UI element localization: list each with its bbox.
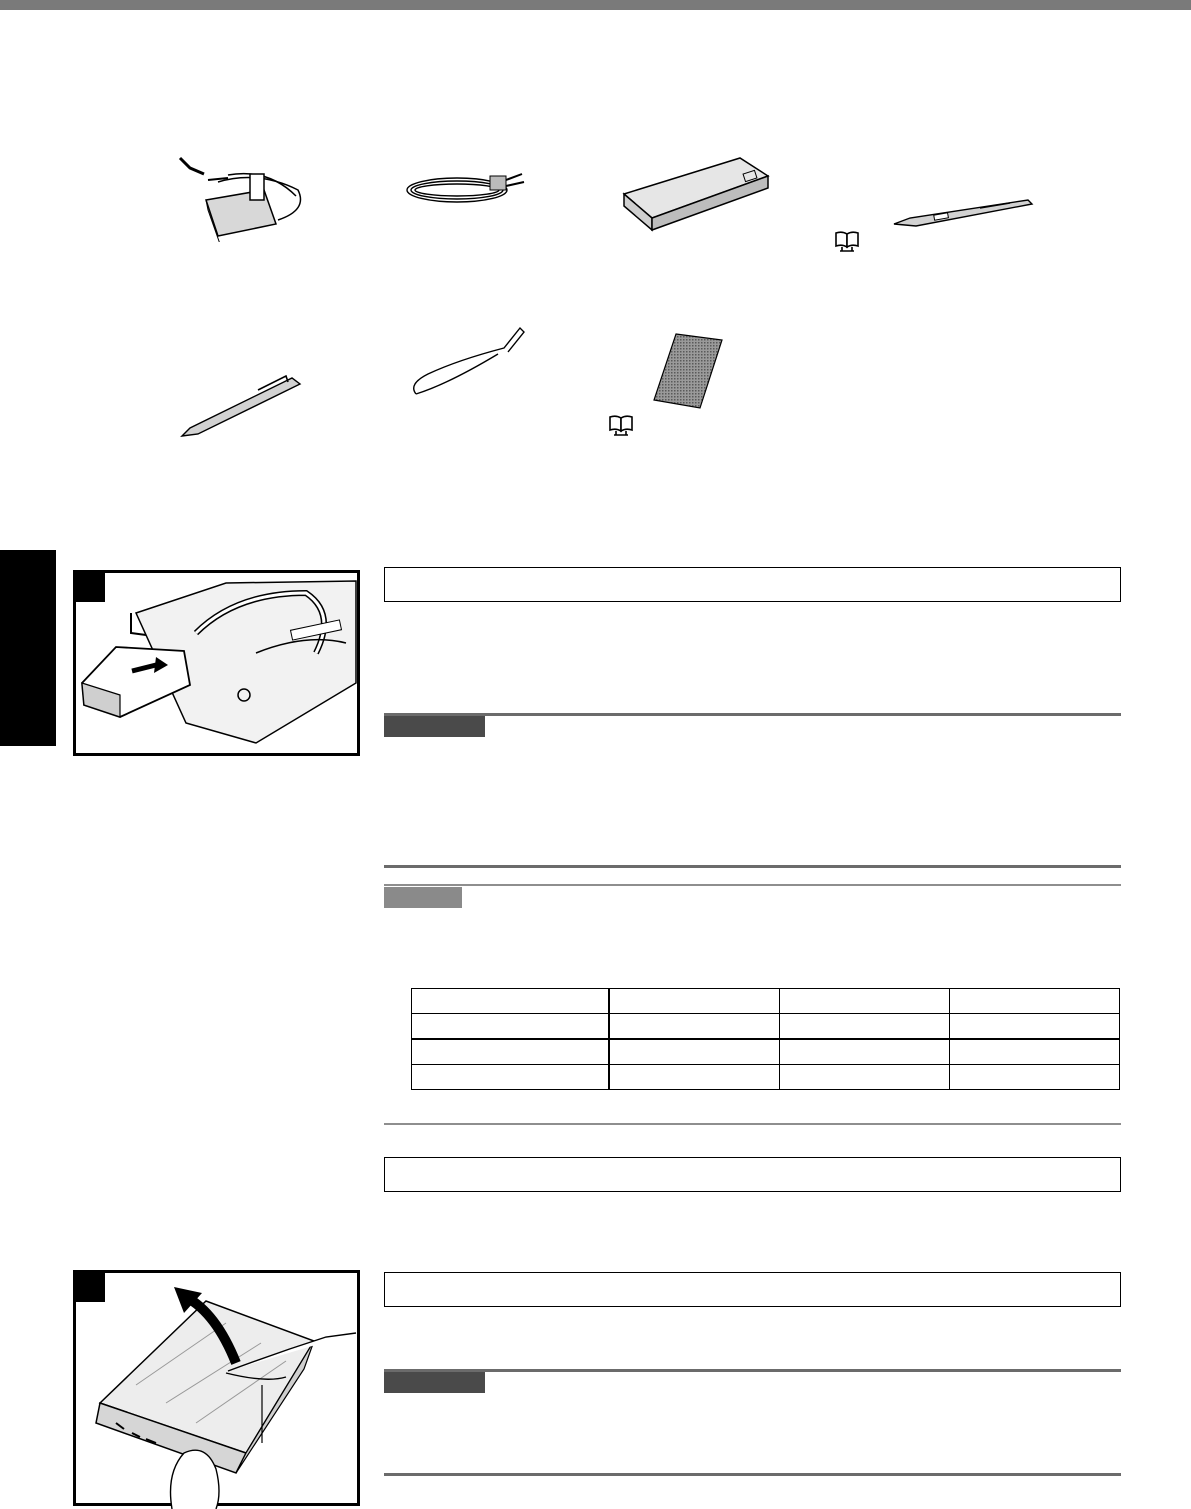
spec-table xyxy=(411,988,1120,1090)
section-rule xyxy=(384,1369,1121,1372)
battery-pack-illustration xyxy=(620,154,772,232)
table-cell xyxy=(950,1065,1120,1090)
table-cell xyxy=(412,989,610,1014)
ac-cord-illustration xyxy=(402,168,532,212)
table-cell xyxy=(609,1039,780,1065)
table-cell xyxy=(780,1039,950,1065)
table-cell xyxy=(609,989,780,1014)
header-bar xyxy=(0,0,1191,10)
section-rule xyxy=(384,884,1121,886)
chapter-tab xyxy=(0,550,56,746)
figure-battery-insertion xyxy=(73,570,360,756)
step-heading-box xyxy=(384,1272,1121,1307)
tether-illustration xyxy=(408,324,528,398)
step-heading-box xyxy=(384,567,1121,602)
section-rule xyxy=(384,713,1121,716)
section-rule xyxy=(384,1123,1121,1125)
soft-cloth-illustration xyxy=(650,330,726,410)
table-cell xyxy=(780,989,950,1014)
reference-manual-icon xyxy=(834,230,862,252)
ac-adaptor-illustration xyxy=(168,150,318,242)
note-label xyxy=(384,887,462,908)
figure-open-display xyxy=(73,1270,360,1506)
stylus-pen-illustration xyxy=(180,372,304,440)
table-cell xyxy=(412,1065,610,1090)
table-cell xyxy=(950,989,1120,1014)
table-cell xyxy=(950,1039,1120,1065)
section-rule xyxy=(384,1473,1121,1476)
table-cell xyxy=(609,1065,780,1090)
table-cell xyxy=(609,1014,780,1040)
table-cell xyxy=(780,1014,950,1040)
step-heading-box xyxy=(384,1157,1121,1192)
table-cell xyxy=(950,1014,1120,1040)
table-cell xyxy=(412,1014,610,1040)
caution-label xyxy=(384,716,485,737)
table-cell xyxy=(780,1065,950,1090)
caution-label xyxy=(384,1372,485,1393)
reference-manual-icon xyxy=(608,414,636,436)
section-rule xyxy=(384,865,1121,868)
table-cell xyxy=(412,1039,610,1065)
digitizer-pen-illustration xyxy=(890,196,1036,230)
